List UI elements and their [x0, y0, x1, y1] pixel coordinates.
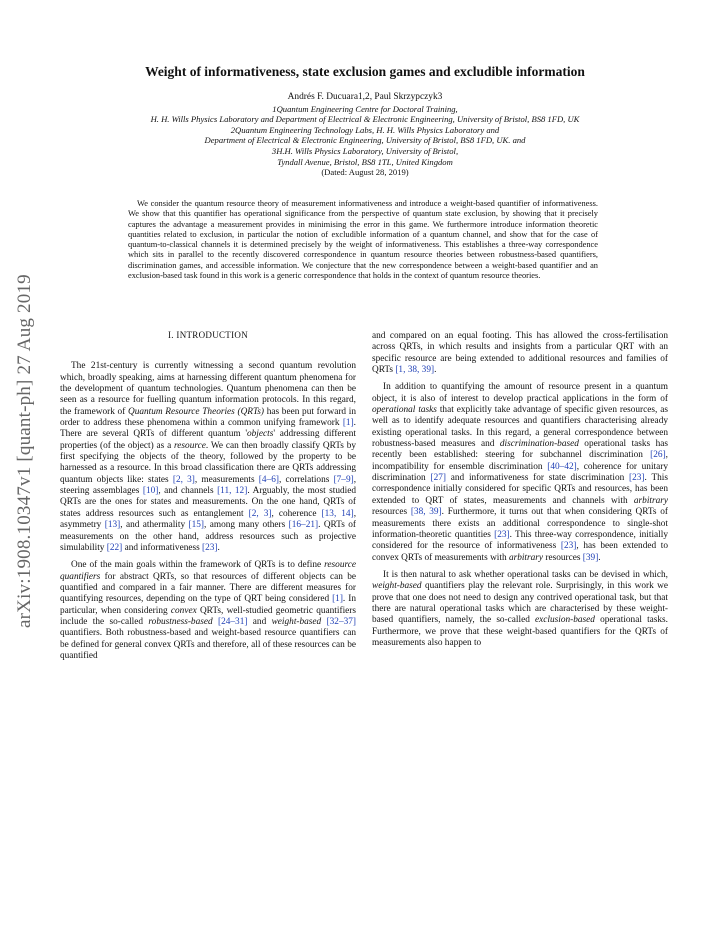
citation-link[interactable]: [4–6] [258, 474, 279, 485]
citation-link[interactable]: [39] [582, 552, 599, 563]
text-run: . This three-way correspondence, initially considered for the resource of informativeness [372, 529, 668, 552]
affiliation-line: 3H.H. Wills Physics Laboratory, University of Bristol, [271, 145, 459, 156]
text-run: for abstract QRTs, so that resources of different objects can be quantified and compared in a fair manner. There are different measures for quantifying resources, depending on the type of QRT being considered [60, 571, 356, 605]
text-run: , and athermality [120, 520, 189, 531]
text-run: , steering assemblages [60, 474, 357, 497]
emphasized-text: operational tasks [372, 405, 437, 416]
author-list: Andrés F. Ducuara1,2, Paul Skrzypczyk3 [287, 92, 443, 102]
text-run: One of the main goals within the framework of QRTs is to define [71, 560, 325, 571]
affiliation-line: 1Quantum Engineering Centre for Doctoral Training, [272, 103, 458, 114]
emphasized-text: robustness-based [148, 616, 213, 627]
citation-link[interactable]: [13] [104, 520, 121, 531]
text-run: and compared on an equal footing. This has allowed the cross-fertilisation across QRTs, in which results and insights from a particular QRT with an specific resource are being extended to additional resources and families of QRTs [372, 331, 668, 376]
text-run: quantifiers. Both robustness-based and weight-based resource quantifiers can be defined for general convex QRTs and therefore, all of these resources can be quantified [60, 628, 356, 661]
paragraph [60, 361, 356, 554]
affiliation-line: H. H. Wills Physics Laboratory and Department of Electrical & Electronic Engineering, University of Bristol, BS8 1FD, UK [150, 114, 580, 125]
text-run: . Furthermore, it turns out that when considering QRTs of measurements there exists an additional correspondence to single-shot information-theoretic quantities [372, 507, 668, 540]
citation-link[interactable]: [23] [202, 542, 218, 553]
emphasized-text: convex [170, 605, 197, 616]
text-run: . We can then broadly classify QRTs by first specifying the objects of the theory, followed by the property to be harnessed as a resource. In this broad classification there are QRTs addressing quantum objects like: states [60, 440, 356, 485]
citation-link[interactable]: [16–21] [288, 520, 319, 531]
emphasized-text: weight-based [372, 581, 422, 592]
citation-link[interactable]: [23] [560, 541, 577, 552]
citation-link[interactable]: [2, 3] [248, 508, 272, 519]
affiliation-line: Tyndall Avenue, Bristol, BS8 1TL, United Kingdom [277, 156, 453, 167]
citation-link[interactable]: [23] [629, 473, 645, 484]
citation-link[interactable]: [7–9] [333, 474, 354, 485]
emphasized-text: arbitrary [508, 552, 544, 563]
text-run: quantifiers play the relevant role. Surprisingly, in this work we prove that one does not need to design any contrived operational task, but that there are natural operational tasks which are characterised by these weight-based quantifiers, namely, the so-called [372, 581, 668, 626]
citation-link[interactable]: [40–42] [547, 461, 577, 472]
section-heading: I. INTRODUCTION [168, 330, 248, 340]
front-matter [40, 92, 690, 178]
text-run: ' addressing different properties (of the object) as a [60, 429, 357, 451]
text-run: and informativeness [122, 542, 203, 553]
text-run: . This correspondence initially considered for specific QRTs and resources, has been extended to QRT of states, measurements and channels with [372, 473, 668, 506]
citation-link[interactable]: [1, 38, 39] [395, 365, 435, 376]
text-run: . In particular, when considering [60, 594, 356, 616]
paragraph [372, 570, 668, 649]
text-run: , incompatibility for ensemble discrimination [372, 450, 668, 472]
citation-link[interactable]: [10] [142, 486, 159, 497]
paragraph [372, 331, 668, 376]
text-run: that explicitly take advantage of specific given resources, as well as to identify adequate resources and quantifiers characterising already existing operational tasks. In this regard, a general correspondence between robustness-based measures and [372, 405, 668, 450]
text-run: , has been extended to convex QRTs of measurements with [372, 541, 668, 563]
text-run: It is then natural to ask whether operational tasks can be devised in which, [383, 569, 668, 580]
text-run: , asymmetry [60, 508, 357, 531]
emphasized-text: resource quantifiers [60, 560, 356, 582]
arxiv-identifier[interactable]: arXiv:1908.10347v1 [quant-ph] 27 Aug 2019 [14, 274, 35, 628]
left-column [60, 326, 356, 662]
citation-link[interactable]: [1] [332, 594, 343, 605]
text-run: resources [543, 552, 583, 563]
emphasized-text: Quantum Resource Theories (QRTs) [128, 406, 265, 417]
abstract: We consider the quantum resource theory of measurement informativeness and introduce a weight-based quantifier of informativeness. We show that this quantifier has operational significance from the perspective of quantum state exclusion, by showing that it precisely captures the advantage a measurement provides in minimising the error in this game. We furthermore introduce information theoretic quantities related to exclusion, in particular the notion of excludible information of a quantum channel, and show that for the case of quantum-to-classical channels it is determined precisely by the weight of informativeness. This establishes a three-way correspondence which sits in parallel to the recently discovered correspondence in quantum resource theories between robustness-based quantifiers, discrimination games, and accessible information. We conjecture that the new correspondence between a weight-based quantifier and an exclusion-based task found in this work is a generic correspondence that holds in the context of quantum resource theories. [128, 199, 598, 281]
dated-line: (Dated: August 28, 2019) [321, 167, 409, 178]
citation-link[interactable]: [24–31] [218, 616, 248, 627]
citation-link[interactable]: [2, 3] [172, 474, 195, 485]
emphasized-text: arbitrary [633, 495, 668, 506]
text-run: . Arguably, the most studied QRTs are the ones for states and measurements. On the one hand, QRTs of states address resources such as entanglement [60, 486, 356, 519]
paragraph [60, 560, 356, 662]
citation-link[interactable]: [38, 39] [410, 507, 442, 518]
emphasized-text: resource [174, 440, 206, 451]
text-run: operational tasks. Furthermore, we prove that these weight-based quantifiers for the QRTs of measurements also happen to [372, 615, 668, 648]
emphasized-text: exclusion-based [535, 615, 595, 626]
citation-link[interactable]: [1] [342, 418, 354, 429]
citation-link[interactable]: [11, 12] [217, 486, 248, 497]
citation-link[interactable]: [27] [430, 473, 446, 484]
affiliation-line: 2Quantum Engineering Technology Labs, H. H. Wills Physics Laboratory and [230, 124, 500, 135]
text-run: QRTs, well-studied geometric quantifiers include the so-called [60, 605, 356, 627]
emphasized-text: discrimination-based [499, 439, 579, 450]
right-column [372, 331, 668, 649]
text-run: . There are several QRTs of different quantum ' [60, 418, 356, 440]
text-run: and [247, 616, 272, 627]
text-run: and informativeness for state discrimination [445, 473, 630, 484]
emphasized-text: weight-based [271, 616, 322, 627]
text-run: , measurements [194, 474, 259, 485]
emphasized-text: objects [247, 429, 274, 440]
text-run: . [434, 365, 437, 376]
text-run: resources [372, 507, 411, 518]
text-run: , coherence [271, 508, 322, 519]
citation-link[interactable]: [32–37] [326, 616, 356, 627]
paragraph [372, 382, 668, 564]
text-run: operational tasks has recently been established: steering for subchannel discrimination [372, 439, 668, 461]
text-run: . [217, 542, 220, 553]
paper-title: Weight of informativeness, state exclusion games and excludible information [145, 64, 585, 79]
citation-link[interactable]: [15] [188, 520, 205, 531]
citation-link[interactable]: [23] [494, 529, 510, 540]
text-run: , correlations [278, 474, 334, 485]
affiliation-line: Department of Electrical & Electronic Engineering, University of Bristol, BS8 1FD, UK. and [204, 135, 526, 146]
text-run: . [598, 552, 601, 563]
citation-link[interactable]: [22] [106, 542, 123, 553]
text-run: , coherence for unitary discrimination [372, 461, 668, 484]
citation-link[interactable]: [26] [650, 450, 666, 461]
text-run: . QRTs of measurements on the other hand, address resources such as projective simulability [60, 520, 356, 553]
text-run: , and channels [158, 486, 218, 497]
text-run: In addition to quantifying the amount of resource present in a quantum object, it is also of interest to develop practical applications in the form of [372, 382, 668, 404]
text-run: The 21st-century is currently witnessing a second quantum revolution which, broadly speaking, aims at harnessing different quantum phenomena for the development of quantum technologies. Quantum phenomena can then be seen as a resource for fuelling quantum information protocols. In this regard, the framework of [60, 361, 356, 417]
text-run: , among many others [204, 520, 289, 531]
text-run: has been put forward in order to address these phenomena within a common unifying framework [60, 406, 356, 429]
citation-link[interactable]: [13, 14] [321, 508, 354, 519]
